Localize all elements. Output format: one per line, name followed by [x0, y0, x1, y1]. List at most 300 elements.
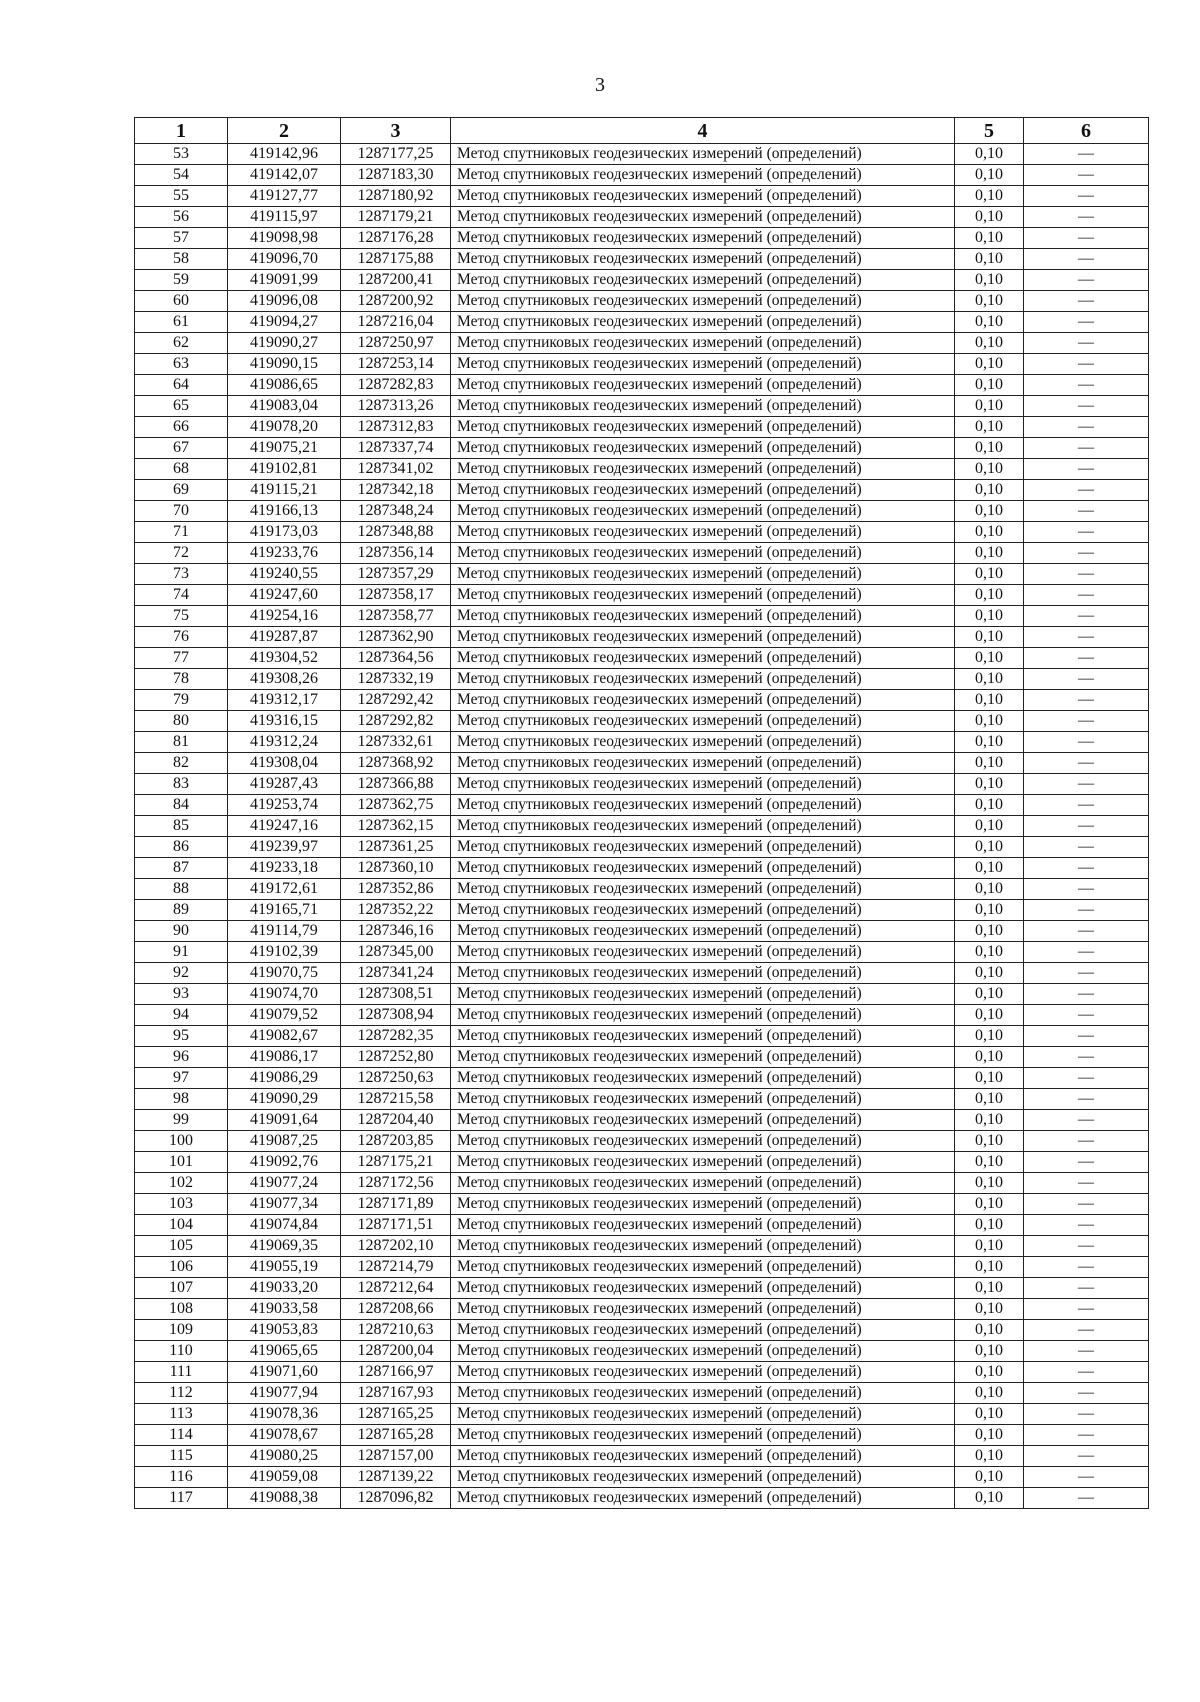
- method-cell: Метод спутниковых геодезических измерений (определений): [451, 816, 955, 837]
- method-cell: Метод спутниковых геодезических измерений (определений): [451, 207, 955, 228]
- method-cell: Метод спутниковых геодезических измерений (определений): [451, 606, 955, 627]
- method-cell: Метод спутниковых геодезических измерений (определений): [451, 1047, 955, 1068]
- table-row: [135, 648, 1149, 669]
- y-coordinate-cell: 1287366,88: [341, 774, 451, 795]
- table-row: [135, 312, 1149, 333]
- table-row: [135, 270, 1149, 291]
- x-coordinate-cell: 419033,20: [228, 1278, 341, 1299]
- method-cell: Метод спутниковых геодезических измерений (определений): [451, 543, 955, 564]
- point-number-cell: 63: [135, 354, 228, 375]
- table-row: [135, 774, 1149, 795]
- accuracy-cell: 0,10: [955, 1467, 1024, 1488]
- method-cell: Метод спутниковых геодезических измерений (определений): [451, 396, 955, 417]
- method-cell: Метод спутниковых геодезических измерений (определений): [451, 1320, 955, 1341]
- table-row: [135, 1236, 1149, 1257]
- note-cell: —: [1024, 543, 1149, 564]
- method-cell: Метод спутниковых геодезических измерений (определений): [451, 1173, 955, 1194]
- method-cell: Метод спутниковых геодезических измерений (определений): [451, 1089, 955, 1110]
- method-cell: Метод спутниковых геодезических измерений (определений): [451, 375, 955, 396]
- note-cell: —: [1024, 459, 1149, 480]
- x-coordinate-cell: 419055,19: [228, 1257, 341, 1278]
- note-cell: —: [1024, 1236, 1149, 1257]
- table-row: [135, 1068, 1149, 1089]
- note-cell: —: [1024, 1194, 1149, 1215]
- note-cell: —: [1024, 396, 1149, 417]
- x-coordinate-cell: 419078,67: [228, 1425, 341, 1446]
- accuracy-cell: 0,10: [955, 711, 1024, 732]
- y-coordinate-cell: 1287210,63: [341, 1320, 451, 1341]
- y-coordinate-cell: 1287352,22: [341, 900, 451, 921]
- y-coordinate-cell: 1287332,61: [341, 732, 451, 753]
- y-coordinate-cell: 1287313,26: [341, 396, 451, 417]
- accuracy-cell: 0,10: [955, 648, 1024, 669]
- method-cell: Метод спутниковых геодезических измерений (определений): [451, 459, 955, 480]
- y-coordinate-cell: 1287139,22: [341, 1467, 451, 1488]
- point-number-cell: 56: [135, 207, 228, 228]
- note-cell: —: [1024, 1047, 1149, 1068]
- point-number-cell: 58: [135, 249, 228, 270]
- method-cell: Метод спутниковых геодезических измерений (определений): [451, 837, 955, 858]
- y-coordinate-cell: 1287179,21: [341, 207, 451, 228]
- note-cell: —: [1024, 984, 1149, 1005]
- y-coordinate-cell: 1287308,94: [341, 1005, 451, 1026]
- y-coordinate-cell: 1287358,17: [341, 585, 451, 606]
- table-row: [135, 291, 1149, 312]
- point-number-cell: 81: [135, 732, 228, 753]
- method-cell: Метод спутниковых геодезических измерений (определений): [451, 312, 955, 333]
- y-coordinate-cell: 1287216,04: [341, 312, 451, 333]
- table-row: [135, 1173, 1149, 1194]
- method-cell: Метод спутниковых геодезических измерений (определений): [451, 669, 955, 690]
- table-row: [135, 501, 1149, 522]
- y-coordinate-cell: 1287250,97: [341, 333, 451, 354]
- point-number-cell: 104: [135, 1215, 228, 1236]
- table-row: [135, 1320, 1149, 1341]
- accuracy-cell: 0,10: [955, 144, 1024, 165]
- method-cell: Метод спутниковых геодезических измерений (определений): [451, 501, 955, 522]
- y-coordinate-cell: 1287346,16: [341, 921, 451, 942]
- x-coordinate-cell: 419086,29: [228, 1068, 341, 1089]
- header-cell-method: 4: [451, 118, 955, 144]
- x-coordinate-cell: 419074,70: [228, 984, 341, 1005]
- note-cell: —: [1024, 1152, 1149, 1173]
- method-cell: Метод спутниковых геодезических измерений (определений): [451, 1068, 955, 1089]
- method-cell: Метод спутниковых геодезических измерений (определений): [451, 942, 955, 963]
- point-number-cell: 106: [135, 1257, 228, 1278]
- point-number-cell: 69: [135, 480, 228, 501]
- accuracy-cell: 0,10: [955, 1404, 1024, 1425]
- note-cell: —: [1024, 690, 1149, 711]
- accuracy-cell: 0,10: [955, 1089, 1024, 1110]
- accuracy-cell: 0,10: [955, 1152, 1024, 1173]
- x-coordinate-cell: 419033,58: [228, 1299, 341, 1320]
- x-coordinate-cell: 419115,21: [228, 480, 341, 501]
- note-cell: —: [1024, 438, 1149, 459]
- point-number-cell: 85: [135, 816, 228, 837]
- header-cell-point-number: 1: [135, 118, 228, 144]
- accuracy-cell: 0,10: [955, 1446, 1024, 1467]
- accuracy-cell: 0,10: [955, 627, 1024, 648]
- accuracy-cell: 0,10: [955, 963, 1024, 984]
- accuracy-cell: 0,10: [955, 858, 1024, 879]
- table-header: [135, 118, 1149, 144]
- note-cell: —: [1024, 1110, 1149, 1131]
- y-coordinate-cell: 1287282,35: [341, 1026, 451, 1047]
- point-number-cell: 96: [135, 1047, 228, 1068]
- point-number-cell: 89: [135, 900, 228, 921]
- accuracy-cell: 0,10: [955, 753, 1024, 774]
- method-cell: Метод спутниковых геодезических измерений (определений): [451, 249, 955, 270]
- method-cell: Метод спутниковых геодезических измерений (определений): [451, 1236, 955, 1257]
- table-row: [135, 690, 1149, 711]
- y-coordinate-cell: 1287362,90: [341, 627, 451, 648]
- accuracy-cell: 0,10: [955, 1362, 1024, 1383]
- point-number-cell: 93: [135, 984, 228, 1005]
- table-row: [135, 858, 1149, 879]
- point-number-cell: 76: [135, 627, 228, 648]
- note-cell: —: [1024, 942, 1149, 963]
- accuracy-cell: 0,10: [955, 795, 1024, 816]
- note-cell: —: [1024, 1383, 1149, 1404]
- accuracy-cell: 0,10: [955, 900, 1024, 921]
- y-coordinate-cell: 1287202,10: [341, 1236, 451, 1257]
- accuracy-cell: 0,10: [955, 837, 1024, 858]
- accuracy-cell: 0,10: [955, 228, 1024, 249]
- x-coordinate-cell: 419247,60: [228, 585, 341, 606]
- point-number-cell: 62: [135, 333, 228, 354]
- note-cell: —: [1024, 837, 1149, 858]
- method-cell: Метод спутниковых геодезических измерений (определений): [451, 711, 955, 732]
- y-coordinate-cell: 1287203,85: [341, 1131, 451, 1152]
- x-coordinate-cell: 419142,96: [228, 144, 341, 165]
- table-row: [135, 711, 1149, 732]
- x-coordinate-cell: 419077,94: [228, 1383, 341, 1404]
- method-cell: Метод спутниковых геодезических измерений (определений): [451, 921, 955, 942]
- note-cell: —: [1024, 1089, 1149, 1110]
- x-coordinate-cell: 419092,76: [228, 1152, 341, 1173]
- point-number-cell: 116: [135, 1467, 228, 1488]
- table-row: [135, 1110, 1149, 1131]
- accuracy-cell: 0,10: [955, 438, 1024, 459]
- y-coordinate-cell: 1287165,25: [341, 1404, 451, 1425]
- accuracy-cell: 0,10: [955, 669, 1024, 690]
- y-coordinate-cell: 1287096,82: [341, 1488, 451, 1509]
- accuracy-cell: 0,10: [955, 585, 1024, 606]
- accuracy-cell: 0,10: [955, 270, 1024, 291]
- point-number-cell: 70: [135, 501, 228, 522]
- note-cell: —: [1024, 627, 1149, 648]
- x-coordinate-cell: 419096,70: [228, 249, 341, 270]
- accuracy-cell: 0,10: [955, 522, 1024, 543]
- accuracy-cell: 0,10: [955, 417, 1024, 438]
- table-row: [135, 1026, 1149, 1047]
- y-coordinate-cell: 1287171,51: [341, 1215, 451, 1236]
- note-cell: —: [1024, 606, 1149, 627]
- point-number-cell: 61: [135, 312, 228, 333]
- table-row: [135, 1152, 1149, 1173]
- accuracy-cell: 0,10: [955, 1278, 1024, 1299]
- x-coordinate-cell: 419098,98: [228, 228, 341, 249]
- note-cell: —: [1024, 249, 1149, 270]
- point-number-cell: 80: [135, 711, 228, 732]
- point-number-cell: 92: [135, 963, 228, 984]
- accuracy-cell: 0,10: [955, 1110, 1024, 1131]
- method-cell: Метод спутниковых геодезических измерений (определений): [451, 1026, 955, 1047]
- point-number-cell: 71: [135, 522, 228, 543]
- x-coordinate-cell: 419070,75: [228, 963, 341, 984]
- point-number-cell: 60: [135, 291, 228, 312]
- x-coordinate-cell: 419166,13: [228, 501, 341, 522]
- table-row: [135, 375, 1149, 396]
- accuracy-cell: 0,10: [955, 732, 1024, 753]
- point-number-cell: 103: [135, 1194, 228, 1215]
- table-body: [135, 144, 1149, 1509]
- note-cell: —: [1024, 333, 1149, 354]
- y-coordinate-cell: 1287176,28: [341, 228, 451, 249]
- y-coordinate-cell: 1287214,79: [341, 1257, 451, 1278]
- accuracy-cell: 0,10: [955, 1236, 1024, 1257]
- x-coordinate-cell: 419094,27: [228, 312, 341, 333]
- note-cell: —: [1024, 417, 1149, 438]
- table-row: [135, 1005, 1149, 1026]
- point-number-cell: 73: [135, 564, 228, 585]
- method-cell: Метод спутниковых геодезических измерений (определений): [451, 963, 955, 984]
- y-coordinate-cell: 1287200,04: [341, 1341, 451, 1362]
- note-cell: —: [1024, 585, 1149, 606]
- accuracy-cell: 0,10: [955, 1425, 1024, 1446]
- y-coordinate-cell: 1287175,21: [341, 1152, 451, 1173]
- y-coordinate-cell: 1287183,30: [341, 165, 451, 186]
- x-coordinate-cell: 419102,39: [228, 942, 341, 963]
- table-row: [135, 396, 1149, 417]
- point-number-cell: 86: [135, 837, 228, 858]
- accuracy-cell: 0,10: [955, 984, 1024, 1005]
- point-number-cell: 105: [135, 1236, 228, 1257]
- table-row: [135, 1194, 1149, 1215]
- table-row: [135, 879, 1149, 900]
- accuracy-cell: 0,10: [955, 543, 1024, 564]
- x-coordinate-cell: 419127,77: [228, 186, 341, 207]
- x-coordinate-cell: 419312,24: [228, 732, 341, 753]
- x-coordinate-cell: 419316,15: [228, 711, 341, 732]
- table-row: [135, 1488, 1149, 1509]
- method-cell: Метод спутниковых геодезических измерений (определений): [451, 900, 955, 921]
- x-coordinate-cell: 419077,34: [228, 1194, 341, 1215]
- point-number-cell: 107: [135, 1278, 228, 1299]
- accuracy-cell: 0,10: [955, 1383, 1024, 1404]
- coordinates-table: [134, 117, 1149, 1509]
- table-row: [135, 795, 1149, 816]
- method-cell: Метод спутниковых геодезических измерений (определений): [451, 438, 955, 459]
- table-row: [135, 1047, 1149, 1068]
- y-coordinate-cell: 1287157,00: [341, 1446, 451, 1467]
- accuracy-cell: 0,10: [955, 1194, 1024, 1215]
- method-cell: Метод спутниковых геодезических измерений (определений): [451, 753, 955, 774]
- method-cell: Метод спутниковых геодезических измерений (определений): [451, 648, 955, 669]
- y-coordinate-cell: 1287342,18: [341, 480, 451, 501]
- note-cell: —: [1024, 1362, 1149, 1383]
- y-coordinate-cell: 1287172,56: [341, 1173, 451, 1194]
- table-row: [135, 228, 1149, 249]
- table-row: [135, 1362, 1149, 1383]
- table-row: [135, 459, 1149, 480]
- table-row: [135, 522, 1149, 543]
- point-number-cell: 64: [135, 375, 228, 396]
- y-coordinate-cell: 1287360,10: [341, 858, 451, 879]
- accuracy-cell: 0,10: [955, 816, 1024, 837]
- accuracy-cell: 0,10: [955, 501, 1024, 522]
- y-coordinate-cell: 1287166,97: [341, 1362, 451, 1383]
- method-cell: Метод спутниковых геодезических измерений (определений): [451, 564, 955, 585]
- method-cell: Метод спутниковых геодезических измерений (определений): [451, 585, 955, 606]
- note-cell: —: [1024, 375, 1149, 396]
- x-coordinate-cell: 419053,83: [228, 1320, 341, 1341]
- accuracy-cell: 0,10: [955, 879, 1024, 900]
- accuracy-cell: 0,10: [955, 1026, 1024, 1047]
- point-number-cell: 111: [135, 1362, 228, 1383]
- table-row: [135, 1467, 1149, 1488]
- x-coordinate-cell: 419239,97: [228, 837, 341, 858]
- y-coordinate-cell: 1287332,19: [341, 669, 451, 690]
- method-cell: Метод спутниковых геодезических измерений (определений): [451, 858, 955, 879]
- point-number-cell: 109: [135, 1320, 228, 1341]
- x-coordinate-cell: 419091,99: [228, 270, 341, 291]
- point-number-cell: 100: [135, 1131, 228, 1152]
- point-number-cell: 68: [135, 459, 228, 480]
- note-cell: —: [1024, 564, 1149, 585]
- accuracy-cell: 0,10: [955, 1341, 1024, 1362]
- point-number-cell: 82: [135, 753, 228, 774]
- page-number: 3: [595, 74, 605, 96]
- y-coordinate-cell: 1287165,28: [341, 1425, 451, 1446]
- note-cell: —: [1024, 900, 1149, 921]
- method-cell: Метод спутниковых геодезических измерений (определений): [451, 1488, 955, 1509]
- note-cell: —: [1024, 1257, 1149, 1278]
- point-number-cell: 112: [135, 1383, 228, 1404]
- note-cell: —: [1024, 144, 1149, 165]
- accuracy-cell: 0,10: [955, 354, 1024, 375]
- point-number-cell: 88: [135, 879, 228, 900]
- accuracy-cell: 0,10: [955, 1068, 1024, 1089]
- table-row: [135, 438, 1149, 459]
- accuracy-cell: 0,10: [955, 165, 1024, 186]
- accuracy-cell: 0,10: [955, 690, 1024, 711]
- point-number-cell: 94: [135, 1005, 228, 1026]
- method-cell: Метод спутниковых геодезических измерений (определений): [451, 1383, 955, 1404]
- y-coordinate-cell: 1287204,40: [341, 1110, 451, 1131]
- note-cell: —: [1024, 291, 1149, 312]
- point-number-cell: 114: [135, 1425, 228, 1446]
- x-coordinate-cell: 419090,27: [228, 333, 341, 354]
- accuracy-cell: 0,10: [955, 921, 1024, 942]
- point-number-cell: 95: [135, 1026, 228, 1047]
- method-cell: Метод спутниковых геодезических измерений (определений): [451, 1425, 955, 1446]
- table-row: [135, 732, 1149, 753]
- note-cell: —: [1024, 1278, 1149, 1299]
- y-coordinate-cell: 1287282,83: [341, 375, 451, 396]
- method-cell: Метод спутниковых геодезических измерений (определений): [451, 627, 955, 648]
- note-cell: —: [1024, 795, 1149, 816]
- note-cell: —: [1024, 648, 1149, 669]
- table-row: [135, 1383, 1149, 1404]
- point-number-cell: 108: [135, 1299, 228, 1320]
- method-cell: Метод спутниковых геодезических измерений (определений): [451, 270, 955, 291]
- x-coordinate-cell: 419078,20: [228, 417, 341, 438]
- point-number-cell: 67: [135, 438, 228, 459]
- method-cell: Метод спутниковых геодезических измерений (определений): [451, 1005, 955, 1026]
- point-number-cell: 99: [135, 1110, 228, 1131]
- header-cell-x-coordinate: 2: [228, 118, 341, 144]
- y-coordinate-cell: 1287357,29: [341, 564, 451, 585]
- method-cell: Метод спутниковых геодезических измерений (определений): [451, 1467, 955, 1488]
- method-cell: Метод спутниковых геодезических измерений (определений): [451, 1257, 955, 1278]
- table-row: [135, 543, 1149, 564]
- method-cell: Метод спутниковых геодезических измерений (определений): [451, 1110, 955, 1131]
- point-number-cell: 117: [135, 1488, 228, 1509]
- accuracy-cell: 0,10: [955, 942, 1024, 963]
- y-coordinate-cell: 1287368,92: [341, 753, 451, 774]
- table-row: [135, 669, 1149, 690]
- x-coordinate-cell: 419254,16: [228, 606, 341, 627]
- x-coordinate-cell: 419173,03: [228, 522, 341, 543]
- note-cell: —: [1024, 312, 1149, 333]
- table-row: [135, 1131, 1149, 1152]
- point-number-cell: 77: [135, 648, 228, 669]
- note-cell: —: [1024, 732, 1149, 753]
- method-cell: Метод спутниковых геодезических измерений (определений): [451, 186, 955, 207]
- y-coordinate-cell: 1287175,88: [341, 249, 451, 270]
- x-coordinate-cell: 419308,26: [228, 669, 341, 690]
- point-number-cell: 78: [135, 669, 228, 690]
- y-coordinate-cell: 1287312,83: [341, 417, 451, 438]
- point-number-cell: 90: [135, 921, 228, 942]
- method-cell: Метод спутниковых геодезических измерений (определений): [451, 354, 955, 375]
- method-cell: Метод спутниковых геодезических измерений (определений): [451, 228, 955, 249]
- point-number-cell: 83: [135, 774, 228, 795]
- note-cell: —: [1024, 1320, 1149, 1341]
- note-cell: —: [1024, 1404, 1149, 1425]
- point-number-cell: 91: [135, 942, 228, 963]
- y-coordinate-cell: 1287348,88: [341, 522, 451, 543]
- method-cell: Метод спутниковых геодезических измерений (определений): [451, 879, 955, 900]
- table-row: [135, 417, 1149, 438]
- x-coordinate-cell: 419075,21: [228, 438, 341, 459]
- table-row: [135, 900, 1149, 921]
- x-coordinate-cell: 419233,76: [228, 543, 341, 564]
- table-row: [135, 921, 1149, 942]
- y-coordinate-cell: 1287352,86: [341, 879, 451, 900]
- point-number-cell: 54: [135, 165, 228, 186]
- method-cell: Метод спутниковых геодезических измерений (определений): [451, 1194, 955, 1215]
- note-cell: —: [1024, 270, 1149, 291]
- y-coordinate-cell: 1287345,00: [341, 942, 451, 963]
- accuracy-cell: 0,10: [955, 1299, 1024, 1320]
- point-number-cell: 84: [135, 795, 228, 816]
- x-coordinate-cell: 419087,25: [228, 1131, 341, 1152]
- table-row: [135, 333, 1149, 354]
- note-cell: —: [1024, 963, 1149, 984]
- note-cell: —: [1024, 711, 1149, 732]
- table-row: [135, 585, 1149, 606]
- table-row: [135, 207, 1149, 228]
- y-coordinate-cell: 1287362,75: [341, 795, 451, 816]
- point-number-cell: 57: [135, 228, 228, 249]
- table-row: [135, 1404, 1149, 1425]
- point-number-cell: 66: [135, 417, 228, 438]
- point-number-cell: 75: [135, 606, 228, 627]
- note-cell: —: [1024, 1425, 1149, 1446]
- note-cell: —: [1024, 207, 1149, 228]
